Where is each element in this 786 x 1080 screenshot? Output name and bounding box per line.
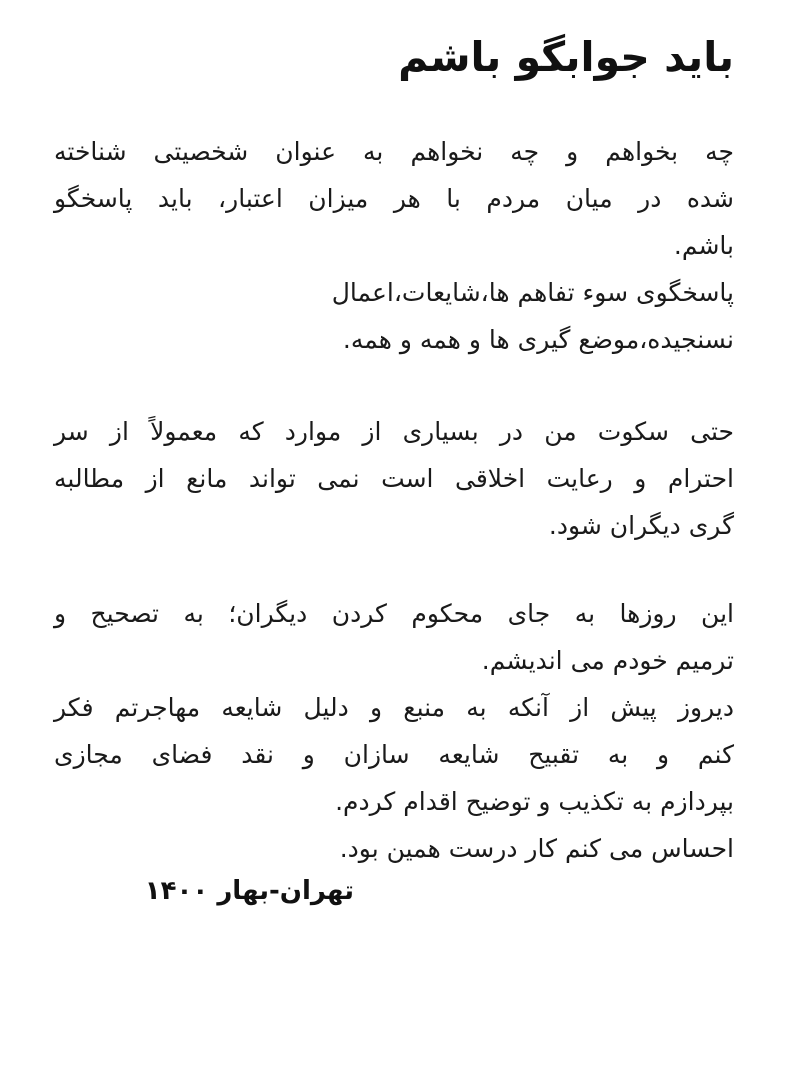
text-line: نسنجیده،موضع گیری ها و همه و همه. [342, 325, 734, 354]
signature-place-date: تهران-بهار ۱۴۰۰ [144, 876, 354, 906]
text-line: حتی سکوت من در بسیاری از موارد که معمولاً از سر [54, 417, 734, 446]
text-line: چه بخواهم و چه نخواهم به عنوان شخصیتی شناخته [54, 137, 734, 166]
text-line: گری دیگران شود. [548, 511, 734, 540]
text-line: شده در میان مردم با هر میزان اعتبار، باید پاسخگو [54, 184, 734, 213]
text-line: باشم. [673, 231, 734, 260]
page-title: باید جوابگو باشم [398, 33, 734, 81]
text-line: کنم و به تقبیح شایعه سازان و نقد فضای مجازی [54, 740, 734, 769]
paragraph-1 [54, 128, 734, 363]
text-line: این روزها به جای محکوم کردن دیگران؛ به تصحیح و [54, 599, 734, 628]
text-line: ترمیم خودم می اندیشم. [481, 646, 734, 675]
text-line: پاسخگوی سوء تفاهم ها،شایعات،اعمال [331, 278, 734, 307]
paragraph-2 [54, 408, 734, 549]
text-line: دیروز پیش از آنکه به منبع و دلیل شایعه مهاجرتم فکر [54, 693, 734, 722]
paragraph-3 [54, 590, 734, 872]
text-line: احساس می کنم کار درست همین بود. [339, 834, 734, 863]
text-line: احترام و رعایت اخلاقی است نمی تواند مانع از مطالبه [54, 464, 734, 493]
text-line: بپردازم به تکذیب و توضیح اقدام کردم. [335, 787, 734, 816]
